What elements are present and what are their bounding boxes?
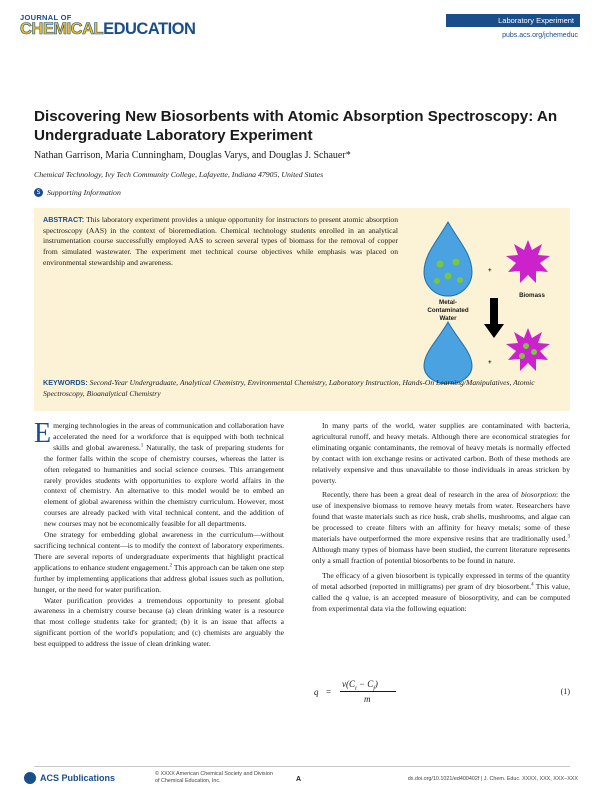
section-tag: Laboratory Experiment — [446, 14, 580, 27]
reference-2[interactable]: 2 — [169, 563, 173, 569]
abstract-graphic — [410, 214, 570, 384]
abstract — [43, 215, 398, 269]
keywords — [43, 378, 563, 399]
equation-numerator: $v(C_i - C_f)$ — [342, 679, 378, 692]
supporting-info-label: Supporting Information — [47, 188, 121, 197]
reference-3[interactable]: 3 — [567, 534, 570, 540]
journal-logo[interactable] — [20, 20, 195, 38]
contaminated-water-drop — [424, 222, 472, 296]
metal-particle — [457, 277, 463, 283]
abstract-body: This laboratory experiment provides a unique opportunity for instructors to present atomic absorption spectroscopy (AAS) in the context of bioremediation. Chemical technology students enrolled in an analytical instrumentation course successfully employed AAS to screen several types of biomass for the removal of copper from simulated wastewater. The experiment met technical course objectives while emphasis was placed on environmental stewardship and awareness. — [43, 215, 398, 267]
down-arrow-icon — [484, 298, 504, 338]
equation-equals: = — [326, 687, 332, 697]
journal-logo-chemical: CHEMICAL — [20, 20, 104, 38]
publisher-name: ACS Publications — [40, 773, 116, 783]
equation-lhs: q — [314, 687, 319, 697]
supporting-info-icon: S — [34, 188, 43, 197]
author-list: Nathan Garrison, Maria Cunningham, Douglas Varys, and Douglas J. Schauer* — [34, 150, 351, 161]
journal-logo-top: JOURNAL OF — [20, 13, 72, 22]
doi-citation[interactable]: dx.doi.org/10.1021/ed400402f | J. Chem. Educ. XXXX, XXX, XXX−XXX — [407, 776, 578, 782]
plus-sign-top: + — [488, 267, 492, 274]
metal-label-1: Metal- — [439, 299, 457, 306]
metal-particle — [445, 273, 452, 280]
reference-1[interactable]: 1 — [140, 443, 144, 449]
fraction-bar — [340, 691, 396, 692]
body-left-column — [34, 418, 285, 650]
paragraph: Emerging technologies in the areas of communication and collaboration have accelerated the need for a workforce that is equipped with both technical skills and global awareness.$^1$ Naturally, the task of preparing students for the former falls within the scope of chemistry courses, whereas the latter is often relegated to humanities and social science courses. This arrangement rarely provides students with opportunities to explore world affairs in the context of chemistry. An alternative to this model would be to embed an element of global awareness within the chemistry curriculum. However, most courses are already packed with vital technical content, and the addition of new courses may not be economically feasible for all departments. — [34, 418, 284, 529]
paragraph: Water purification provides a tremendous opportunity to present global awareness in a chemistry course because (a) clean drinking water is a resource that most college students take for granted; (b) it is an issue that affects a significant portion of the world's population; and (c) chemists are arguably the best equipped to address the issue of clean drinking water. — [34, 595, 284, 649]
journal-logo-education: EDUCATION — [103, 20, 196, 38]
equation-1 — [312, 677, 570, 711]
bound-metal-particle — [531, 349, 537, 355]
abstract-label: ABSTRACT: — [43, 215, 85, 224]
acs-publications-logo[interactable] — [24, 772, 115, 784]
paragraph: In many parts of the world, water supplies are contaminated with bacteria, agricultural runoff, and heavy metals. Although there are economical strategies for eliminating organic contaminants, the removal of heavy metals is normally effected by contact with ion exchange resins or activated carbon. Both of these methods are relatively expensive and thus unavailable to those individuals in areas stricken by poverty. — [312, 421, 570, 485]
metal-particle — [437, 261, 444, 268]
keywords-label: KEYWORDS: — [43, 378, 88, 387]
affiliation: Chemical Technology, Ivy Tech Community College, Lafayette, Indiana 47905, United States — [34, 170, 324, 179]
bound-metal-particle — [523, 343, 529, 349]
biomass-label: Biomass — [519, 292, 545, 299]
copyright: © XXXX American Chemical Society and Division of Chemical Education, Inc. — [155, 771, 273, 784]
biomass-star-top — [506, 240, 550, 283]
metal-label-3: Water — [439, 315, 457, 322]
equation-denominator: m — [364, 694, 371, 704]
supporting-info-link[interactable] — [34, 188, 121, 197]
biomass-star-bottom — [506, 328, 550, 371]
paragraph: Recently, there has been a great deal of research in the area of biosorption: the use of inexpensive biomass to remove heavy metals from water. Researchers have found that waste materials such as rice husk, crab shells, mushrooms, and algae can be processed to create filters with an affinity for heavy metals; some of these materials have outperformed the more expensive resins that are traditionally used.$^3$ Although many types of biomass have been studied, the current literature represents only a small fraction of potential biosorbents to be found in nature. — [312, 490, 570, 565]
journal-url[interactable]: pubs.acs.org/jchemeduc — [502, 32, 578, 39]
article-title: Discovering New Biosorbents with Atomic Absorption Spectroscopy: An Undergraduate Laboratory Experiment — [34, 108, 558, 144]
metal-label-2: Contaminated — [427, 307, 469, 314]
body-right-column — [312, 421, 570, 614]
metal-particle — [453, 259, 460, 266]
bound-metal-particle — [519, 353, 525, 359]
footer-rule — [34, 766, 570, 767]
keywords-body: Second-Year Undergraduate, Analytical Chemistry, Environmental Chemistry, Laboratory Instruction, Hands-On Learning/Manipulatives, Atomic Spectroscopy, Bioanalytical Chemistry — [43, 378, 535, 398]
reference-4[interactable]: 4 — [531, 582, 534, 588]
page-number: A — [296, 776, 302, 783]
paragraph: One strategy for embedding global awareness in the curriculum—without sacrificing technical content—is to modify the context of laboratory experiments. There are several reports of undergraduate experiments that highlight practical applications to enhance student engagement.$^2$ This approach can be taken one step further by implementing applications that address global issues such as pollution, hunger, or the need for water purification. — [34, 530, 285, 594]
metal-particle — [434, 278, 440, 284]
paragraph: The efficacy of a given biosorbent is typically expressed in terms of the quantity of metal adsorbed (reported in milligrams) per gram of dry biosorbent.$^4$ This value, called the q value, is an accepted measure of biosorptivity, and can be computed from experimental data via the following equation: — [312, 570, 570, 613]
acs-logo-icon — [24, 772, 36, 784]
drop-cap: E — [34, 418, 52, 449]
plus-sign-bottom: + — [488, 359, 492, 366]
clean-water-drop — [424, 322, 472, 384]
equation-number: (1) — [560, 687, 570, 696]
